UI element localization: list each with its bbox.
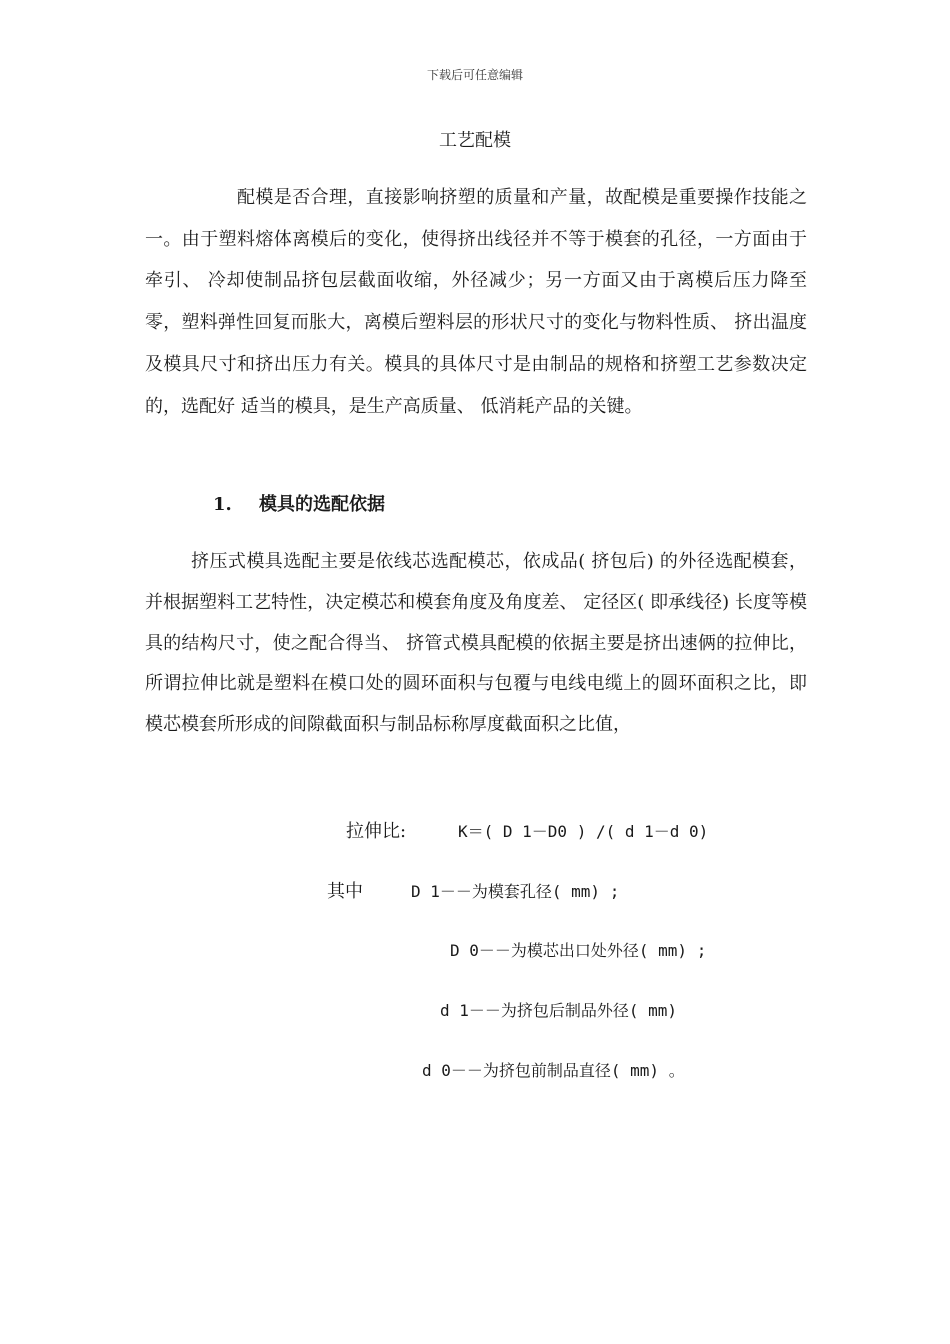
definition-D0: D 0－－为模芯出口处外径( mm) ; xyxy=(450,941,707,960)
where-label: 其中 xyxy=(327,881,363,902)
formula-expression: K＝( D 1－D0 ) /( d 1－d 0) xyxy=(458,822,709,841)
formula-line xyxy=(346,817,708,843)
section-title: 模具的选配依据 xyxy=(259,494,385,515)
definition-D1: D 1－－为模套孔径( mm) ; xyxy=(411,882,620,901)
section-heading xyxy=(213,490,385,516)
definition-line-D1 xyxy=(327,877,619,903)
section-body-paragraph: 挤压式模具选配主要是依线芯选配模芯，依成品( 挤包后) 的外径选配模套，并根据塑料工艺特性，决定模芯和模套角度及角度差、 定径区( 即承线径) 长度等模具的结构尺寸，使之配合得当、 挤管式模具配模的依据主要是挤出速俩的拉伸比，所谓拉伸比就是塑料在模口处的圆环面积与包覆与电线电缆上的圆环面积之比，即模芯模套所形成的间隙截面积与制品标称厚度截面积之比值， xyxy=(145,551,807,736)
intro-paragraph: 配模是否合理，直接影响挤塑的质量和产量，故配模是重要操作技能之一。由于塑料熔体离模后的变化，使得挤出线径并不等于模套的孔径，一方面由于牵引、 冷却使制品挤包层截面收缩，外径减少；另一方面又由于离模后压力降至零，塑料弹性回复而胀大，离模后塑料层的形状尺寸的变化与物料性质、 挤出温度及模具尺寸和挤出压力有关。模具的具体尺寸是由制品的规格和挤塑工艺参数决定的，选配好 适当的模具，是生产高质量、 低消耗产品的关键。 xyxy=(145,187,807,417)
definition-d1: d 1－－为挤包后制品外径( mm) xyxy=(440,1001,678,1020)
header-note: 下载后可任意编辑 xyxy=(426,68,523,82)
section-number: 1. xyxy=(213,494,232,515)
definition-d0: d 0－－为挤包前制品直径( mm) 。 xyxy=(422,1061,685,1080)
formula-label: 拉伸比: xyxy=(346,821,407,842)
page-title: 工艺配模 xyxy=(439,130,511,151)
